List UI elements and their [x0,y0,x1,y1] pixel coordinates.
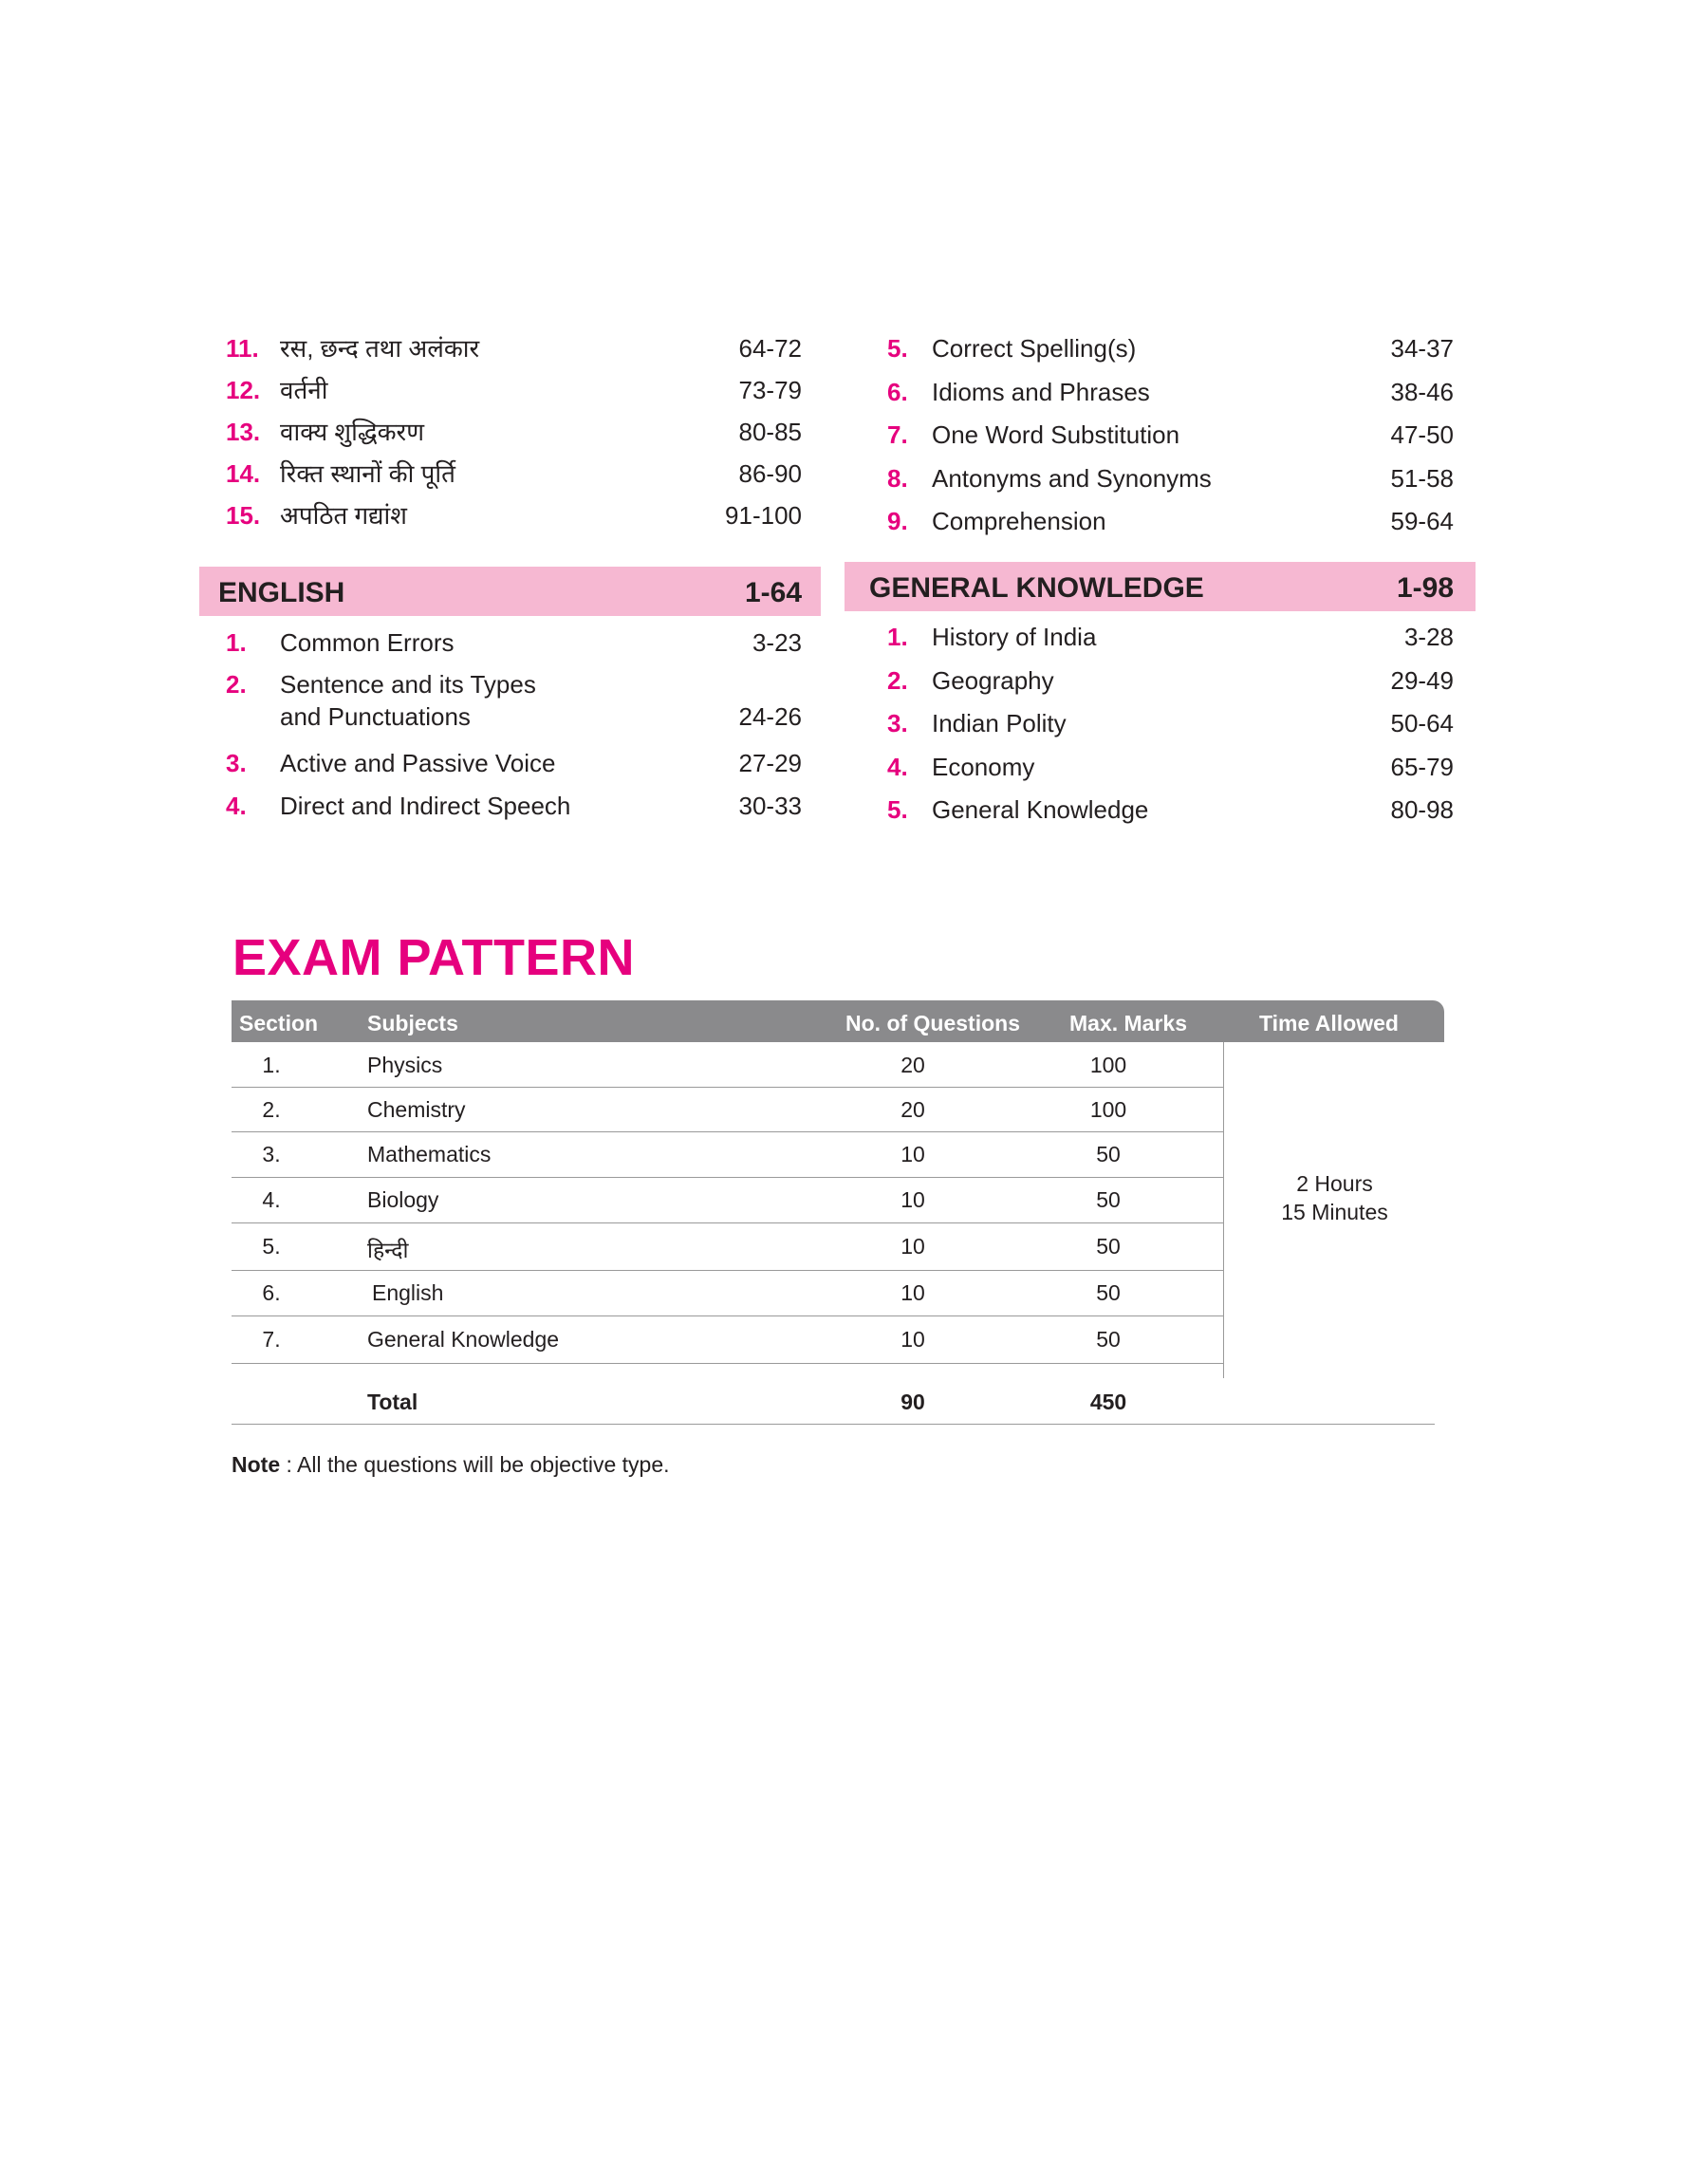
toc-item-title: Geography [932,665,1054,695]
toc-item-title: General Knowledge [932,795,1149,824]
cell-q: 10 [900,1280,925,1305]
cell-q: 10 [900,1142,925,1166]
cell-marks: 50 [1096,1142,1121,1166]
cell-marks: 100 [1089,1053,1127,1077]
table-row [232,1087,1223,1132]
toc-item-pages: 65-79 [1390,752,1454,781]
toc-item-number: 13. [226,418,261,446]
cell-sec: 4. [262,1187,281,1212]
header-time: Time Allowed [1259,1011,1399,1036]
cell-q: 10 [900,1234,925,1259]
toc-item [199,664,821,742]
header-marks: Max. Marks [1069,1011,1188,1036]
toc-item-pages: 3-28 [1403,623,1454,651]
toc-item-number: 14. [226,459,261,488]
toc-item-number: 3. [226,749,247,777]
header-section: Section [239,1011,319,1036]
toc-item [845,702,1476,746]
toc-item [199,369,821,411]
toc-item-pages: 59-64 [1390,507,1454,535]
hindi-chapter-list [199,327,821,536]
cell-marks: 50 [1096,1234,1121,1259]
toc-item-number: 11. [226,334,259,363]
toc-item-title: Common Errors [280,628,455,657]
table-row [232,1042,1223,1088]
toc-item-pages: 3-23 [752,628,802,657]
time-allowed-cell [1223,1042,1445,1378]
english-section-pages: 1-64 [744,577,802,608]
table-row [232,1315,1223,1364]
toc-item [845,457,1476,501]
toc-item-number: 4. [226,792,247,820]
english-chapter-list-continued [845,327,1476,544]
toc-item-title: रस, छन्द तथा अलंकार [280,334,480,363]
toc-item-number: 1. [226,628,247,657]
header-questions: No. of Questions [845,1011,1020,1036]
toc-item-number: 5. [887,795,908,824]
toc-item-title: वर्तनी [280,376,328,404]
toc-item [199,411,821,453]
toc-item-number: 2. [887,665,908,695]
toc-item-title: Correct Spelling(s) [932,334,1137,363]
cell-subject: Mathematics [367,1142,492,1166]
toc-item [199,327,821,369]
toc-item-title: रिक्त स्थानों की पूर्ति [280,459,455,488]
cell-sec: 2. [262,1097,281,1122]
toc-item-title-line2: and Punctuations [280,702,471,731]
toc-item-number: 3. [887,709,908,737]
total-label: Total [367,1390,418,1414]
gk-chapter-list [845,616,1476,832]
toc-item-title-line1: Sentence and its Types [280,670,536,699]
toc-item-title: Comprehension [932,507,1106,535]
cell-marks: 50 [1096,1280,1121,1305]
toc-item [845,616,1476,660]
total-row: Total 90 450 [232,1378,1435,1425]
toc-item-pages: 64-72 [738,334,802,363]
toc-item [845,327,1476,371]
exam-pattern-title: EXAM PATTERN [232,929,635,986]
table-header [232,1000,1444,1042]
cell-subject: हिन्दी [367,1238,409,1262]
toc-item [845,500,1476,544]
note-label: Note [232,1452,281,1477]
toc-item-number: 1. [887,623,908,651]
english-chapter-list [199,622,821,828]
toc-item-number: 7. [887,420,908,449]
toc-item-pages: 30-33 [738,792,802,820]
toc-item [199,494,821,536]
gk-section-pages: 1-98 [1396,572,1454,604]
cell-q: 10 [900,1187,925,1212]
header-subjects: Subjects [367,1011,458,1036]
cell-sec: 5. [262,1234,281,1259]
toc-item-number: 8. [887,463,908,493]
toc-item-number: 5. [887,334,908,363]
toc-item-number: 6. [887,377,908,406]
cell-subject: Biology [367,1187,439,1212]
table-row [232,1222,1223,1271]
toc-item-number: 12. [226,376,261,404]
table-row [232,1177,1223,1223]
toc-item-title [280,668,536,733]
toc-item-pages: 29-49 [1390,665,1454,695]
toc-item-pages: 51-58 [1390,463,1454,493]
toc-item-title: वाक्य शुद्धिकरण [280,418,424,446]
toc-item-title: History of India [932,623,1097,651]
toc-item-title: अपठित गद्यांश [280,501,407,530]
toc-item [199,785,821,828]
toc-item-title: Economy [932,752,1035,781]
english-section-band [199,567,821,616]
toc-item-pages: 50-64 [1390,709,1454,737]
cell-q: 20 [900,1053,925,1077]
toc-item-pages: 80-98 [1390,795,1454,824]
cell-subject: General Knowledge [367,1327,560,1352]
cell-q: 10 [900,1327,925,1352]
toc-item [845,789,1476,832]
toc-item-title: Direct and Indirect Speech [280,792,571,820]
cell-marks: 50 [1096,1187,1121,1212]
toc-item-pages: 86-90 [738,459,802,488]
english-section-title: ENGLISH [218,577,345,608]
table-row [232,1131,1223,1178]
toc-item-pages: 24-26 [738,702,802,731]
gk-section-title: GENERAL KNOWLEDGE [869,572,1204,604]
cell-subject: Chemistry [367,1097,466,1122]
toc-item [845,414,1476,457]
cell-sec: 7. [262,1327,281,1352]
toc-item-title: Active and Passive Voice [280,749,556,777]
toc-item-pages: 34-37 [1390,334,1454,363]
toc-item-title: Indian Polity [932,709,1067,737]
toc-item-pages: 80-85 [738,418,802,446]
note [232,1452,670,1478]
toc-item-pages: 73-79 [738,376,802,404]
toc-item [845,746,1476,790]
toc-item-number: 2. [226,670,247,699]
toc-item-title: Idioms and Phrases [932,377,1150,406]
cell-sec: 6. [262,1280,281,1305]
toc-item-title: Antonyms and Synonyms [932,463,1212,493]
cell-sec: 3. [262,1142,281,1166]
time-line-2: 15 Minutes [1281,1200,1388,1224]
cell-q: 20 [900,1097,925,1122]
cell-subject: Physics [367,1053,443,1077]
toc-item [199,622,821,664]
cell-subject: English [372,1280,444,1305]
toc-item-number: 9. [887,507,908,535]
toc-item-number: 15. [226,501,261,530]
toc-item-pages: 91-100 [725,501,802,530]
note-text: : All the questions will be objective type. [280,1452,670,1477]
toc-item-number: 4. [887,752,908,781]
cell-sec: 1. [262,1053,281,1077]
toc-item-pages: 47-50 [1390,420,1454,449]
toc-item [199,742,821,785]
cell-marks: 100 [1089,1097,1127,1122]
toc-item [845,660,1476,703]
toc-item-pages: 38-46 [1390,377,1454,406]
toc-item [199,453,821,494]
time-line-1: 2 Hours [1296,1171,1373,1196]
table-row [232,1270,1223,1316]
toc-item [845,371,1476,415]
gk-section-band [845,562,1476,611]
toc-item-pages: 27-29 [738,749,802,777]
toc-item-title: One Word Substitution [932,420,1180,449]
cell-marks: 50 [1096,1327,1121,1352]
toc-left-column [199,327,821,536]
